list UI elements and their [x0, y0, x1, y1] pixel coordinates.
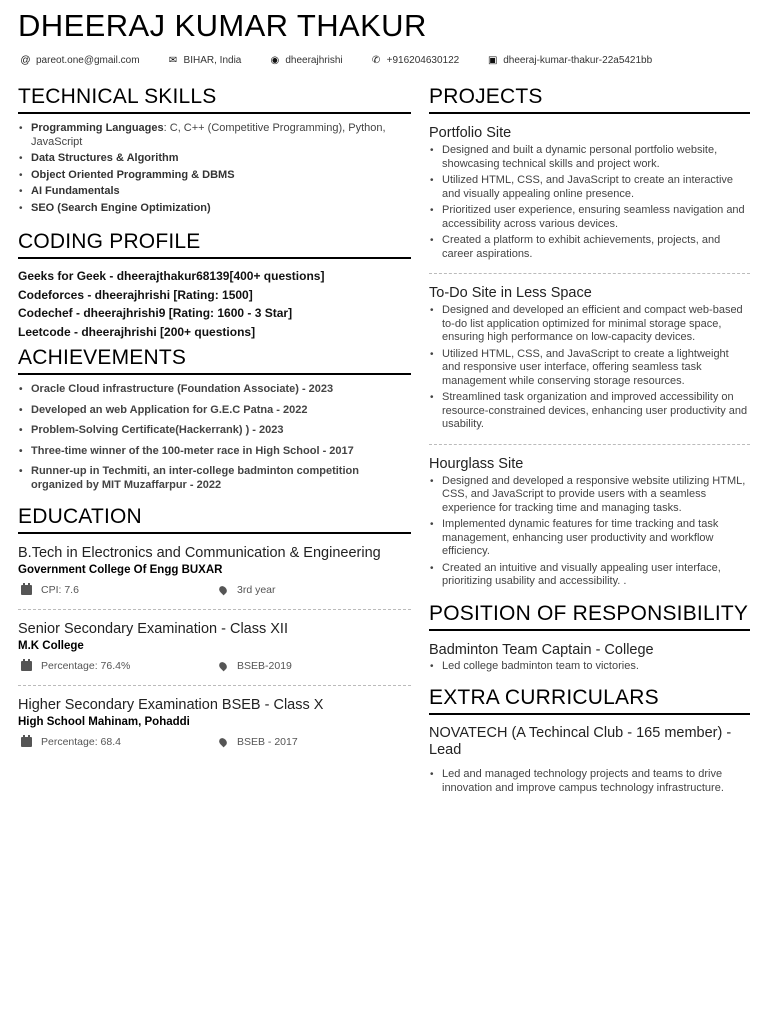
responsibility-bullets — [429, 660, 750, 674]
project-entry — [429, 124, 750, 261]
meta-period-text: BSEB - 2017 — [237, 736, 298, 748]
list-item: • Developed an web Application for G.E.C Patna - 2022 — [18, 404, 411, 418]
list-item: • Problem-Solving Certificate(Hackerrank) ) - 2023 — [18, 424, 411, 438]
meta-score — [18, 583, 215, 597]
list-item: • Utilized HTML, CSS, and JavaScript to create a lightweight and responsive user interface, offering seamless task management while conserving storage resources. — [429, 348, 750, 389]
education-meta — [18, 735, 411, 749]
calendar-icon — [21, 585, 32, 595]
contact-location — [168, 55, 242, 66]
coding-profile-list — [18, 267, 411, 341]
project-entry — [429, 284, 750, 432]
contact-location-text: BIHAR, India — [183, 55, 242, 66]
location-pin-icon — [218, 661, 229, 672]
divider — [429, 273, 750, 274]
list-item: • Three-time winner of the 100-meter race in High School - 2017 — [18, 445, 411, 459]
envelope-icon: ✉ — [168, 55, 178, 66]
contact-email[interactable] — [20, 55, 140, 66]
divider — [18, 685, 411, 686]
meta-score-text: Percentage: 76.4% — [41, 660, 131, 672]
contact-phone[interactable] — [371, 55, 460, 66]
extra-bullets — [429, 768, 750, 795]
list-item: • Designed and developed an efficient and compact web-based to-do list application optimized for minimal storage space, ensuring high performance on low-capacity devices. — [429, 304, 750, 345]
contact-bar — [20, 55, 680, 66]
section-title-education: EDUCATION — [18, 504, 411, 534]
degree-title: B.Tech in Electronics and Communication & Engineering — [18, 545, 381, 561]
list-item — [18, 202, 411, 216]
skill-label: SEO (Search Engine Optimization) — [31, 201, 211, 214]
extra-role: NOVATECH (A Techincal Club - 165 member) - Lead — [429, 725, 732, 758]
school-name: Government College Of Engg BUXAR — [18, 564, 223, 576]
contact-github[interactable] — [269, 55, 342, 66]
project-title: Portfolio Site — [429, 125, 512, 141]
list-item: • Runner-up in Techmiti, an inter-college badminton competition organized by MIT Muzaffarpur - 2022 — [18, 465, 411, 492]
right-column — [429, 84, 750, 795]
project-title: Hourglass Site — [429, 455, 524, 472]
education-entry — [18, 544, 411, 597]
calendar-icon — [21, 737, 32, 747]
contact-phone-text: +916204630122 — [386, 55, 460, 66]
skill-label: Programming Languages — [31, 122, 164, 134]
list-item: • Designed and built a dynamic personal portfolio website, showcasing technical skills and project work. — [429, 144, 750, 171]
list-item — [18, 122, 411, 149]
list-item: • Designed and developed a responsive website utilizing HTML, CSS, and JavaScript to provide users with a seamless experience for tracking time and managing tasks. — [429, 475, 750, 516]
meta-period — [215, 583, 276, 597]
meta-score — [18, 659, 215, 673]
meta-score-text: CPI: 7.6 — [41, 584, 79, 596]
contact-email-text: pareot.one@gmail.com — [36, 55, 140, 66]
contact-linkedin-text: dheeraj-kumar-thakur-22a5421bb — [503, 55, 653, 66]
section-title-responsibility: POSITION OF RESPONSIBILITY — [429, 601, 750, 631]
coding-profile-line: Geeks for Geek - dheerajthakur68139[400+ questions] — [18, 269, 325, 283]
degree-title: Senior Secondary Examination - Class XII — [18, 621, 288, 637]
skill-label: Data Structures & Algorithm — [31, 152, 179, 164]
list-item: • Led and managed technology projects and teams to drive innovation and improve campus technology infrastructure. — [429, 768, 750, 795]
candidate-name: DHEERAJ KUMAR THAKUR — [18, 8, 427, 43]
school-name: High School Mahinam, Pohaddi — [18, 716, 190, 728]
education-meta — [18, 659, 411, 673]
meta-period — [215, 735, 298, 749]
list-item — [18, 185, 411, 199]
list-item: • Implemented dynamic features for time tracking and task management, enhancing user productivity and workflow efficiency. — [429, 518, 750, 559]
section-title-achievements: ACHIEVEMENTS — [18, 345, 411, 375]
section-title-projects: PROJECTS — [429, 84, 750, 114]
meta-score — [18, 735, 215, 749]
linkedin-icon: ▣ — [487, 55, 498, 66]
contact-github-text: dheerajhrishi — [285, 55, 343, 66]
school-name: M.K College — [18, 640, 84, 652]
section-title-coding-profile: CODING PROFILE — [18, 229, 411, 259]
divider — [429, 444, 750, 445]
list-item: • Streamlined task organization and improved accessibility on resource-constrained devices, enhancing user productivity and usability. — [429, 391, 750, 432]
list-item: • Created an intuitive and visually appealing user interface, prioritizing usability and accessibility. . — [429, 562, 750, 589]
list-item: • Led college badminton team to victories. — [429, 660, 750, 674]
skill-label: AI Fundamentals — [31, 185, 120, 197]
section-title-extra-curriculars: EXTRA CURRICULARS — [429, 685, 750, 715]
degree-title: Higher Secondary Examination BSEB - Class X — [18, 697, 324, 713]
project-entry — [429, 455, 750, 589]
meta-period-text: 3rd year — [237, 584, 276, 596]
education-entry — [18, 620, 411, 673]
skill-detail: : C, C++ (Competitive Programming), Python, JavaScript — [31, 122, 386, 148]
project-title: To-Do Site in Less Space — [429, 285, 592, 301]
education-meta — [18, 583, 411, 597]
project-bullets — [429, 304, 750, 432]
phone-icon: ✆ — [371, 55, 381, 66]
contact-linkedin[interactable] — [487, 55, 652, 66]
list-item: • Utilized HTML, CSS, and JavaScript to create an interactive and visually appealing online presence. — [429, 174, 750, 201]
list-item: • Prioritized user experience, ensuring seamless navigation and accessibility across various devices. — [429, 204, 750, 231]
list-item — [18, 152, 411, 166]
coding-profile-line: Codeforces - dheerajhrishi [Rating: 1500] — [18, 287, 253, 302]
meta-period-text: BSEB-2019 — [237, 660, 292, 672]
skill-label: Object Oriented Programming & DBMS — [31, 168, 235, 181]
responsibility-role: Badminton Team Captain - College — [429, 641, 654, 658]
meta-period — [215, 659, 292, 673]
github-icon: ◉ — [270, 55, 280, 66]
project-bullets — [429, 144, 750, 261]
coding-profile-line: Codechef - dheerajhrishi9 [Rating: 1600 - 3 Star] — [18, 306, 293, 320]
list-item: • Oracle Cloud infrastructure (Foundation Associate) - 2023 — [18, 383, 411, 397]
list-item — [18, 169, 411, 183]
calendar-icon — [21, 661, 32, 671]
location-pin-icon — [218, 737, 229, 748]
skills-list — [18, 122, 411, 215]
meta-score-text: Percentage: 68.4 — [41, 736, 121, 748]
location-pin-icon — [218, 585, 229, 596]
section-title-technical-skills: TECHNICAL SKILLS — [18, 84, 411, 114]
left-column — [18, 84, 411, 749]
achievements-list — [18, 383, 411, 492]
at-icon: @ — [20, 55, 31, 66]
divider — [18, 609, 411, 610]
education-entry — [18, 696, 411, 749]
list-item: • Created a platform to exhibit achievements, projects, and career aspirations. — [429, 234, 750, 261]
project-bullets — [429, 475, 750, 589]
coding-profile-line: Leetcode - dheerajhrishi [200+ questions] — [18, 324, 256, 339]
